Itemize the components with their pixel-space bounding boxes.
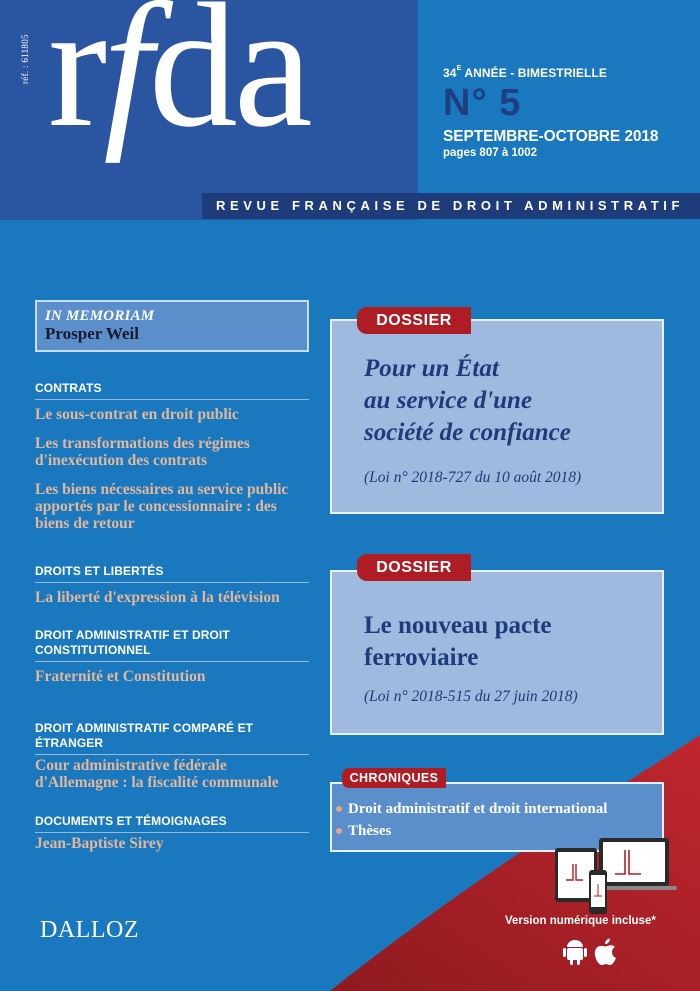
bullet-icon — [336, 806, 342, 812]
apple-icon — [595, 939, 616, 966]
chroniques-item — [336, 798, 607, 820]
toc-item: Le sous-contrat en droit public — [35, 406, 239, 423]
issue-year — [443, 66, 658, 80]
masthead — [0, 0, 418, 220]
logo-f: f — [103, 0, 149, 164]
logo-da: da — [148, 0, 309, 164]
toc-item: Jean-Baptiste Sirey — [35, 835, 164, 852]
memoriam-label: IN MEMORIAM — [45, 308, 155, 324]
issue-pages: pages 807 à 1002 — [443, 147, 537, 159]
platform-icons — [563, 937, 623, 967]
digital-version-label: Version numérique incluse* — [505, 915, 656, 927]
year-suffix: E — [456, 65, 462, 72]
issue-period: SEPTEMBRE-OCTOBRE 2018 — [443, 128, 659, 145]
year-text: ANNÉE - BIMESTRIELLE — [461, 66, 608, 80]
logo-r: r — [48, 0, 104, 164]
issue-info — [443, 66, 658, 159]
toc-section-droit-constitutionnel — [35, 628, 309, 685]
publisher-logo: DALLOZ — [40, 917, 139, 943]
chroniques-list — [336, 798, 607, 842]
toc-item: La liberté d'expression à la télévision — [35, 589, 280, 606]
dossier-title-line: au service d'une — [364, 387, 533, 414]
chroniques-item-label: Droit administratif et droit international — [348, 801, 608, 817]
toc-divider — [35, 661, 309, 662]
toc-section-contrats — [35, 381, 309, 532]
android-icon — [563, 940, 587, 965]
year-number: 34 — [443, 66, 457, 80]
dossier-law: (Loi n° 2018-727 du 10 août 2018) — [364, 469, 582, 486]
bullet-icon — [336, 828, 342, 834]
dossier-title-line: ferroviaire — [364, 644, 479, 671]
devices-illustration-icon — [555, 838, 677, 916]
dossier-box-1 — [330, 319, 664, 514]
toc-section-droit-compare — [35, 721, 309, 791]
dossier-tag: DOSSIER — [357, 554, 471, 581]
toc-heading: DROIT ADMINISTRATIF ET DROIT CONSTITUTIONNEL — [35, 628, 230, 657]
toc-item: Les biens nécessaires au service public apportés par le concessionnaire : des biens de retour — [35, 481, 289, 532]
toc-divider — [35, 754, 309, 755]
dossier-box-2 — [330, 570, 664, 735]
reference-number: réf. : 611805 — [20, 34, 30, 84]
toc-item: Cour administrative fédérale d'Allemagne : la fiscalité communale — [35, 757, 279, 791]
toc-section-documents — [35, 814, 309, 852]
dossier-tag: DOSSIER — [357, 307, 471, 334]
chroniques-tag: CHRONIQUES — [342, 768, 446, 788]
toc-heading: DROIT ADMINISTRATIF COMPARÉ ET ÉTRANGER — [35, 721, 254, 750]
issue-number: N° 5 — [443, 82, 522, 124]
toc-item: Fraternité et Constitution — [35, 668, 206, 685]
journal-subtitle: REVUE FRANÇAISE DE DROIT ADMINISTRATIF — [202, 193, 700, 219]
toc-heading: CONTRATS — [35, 381, 309, 400]
toc-section-droits-libertes — [35, 564, 309, 606]
memoriam-name: Prosper Weil — [45, 324, 139, 343]
dossier-law: (Loi n° 2018-515 du 27 juin 2018) — [364, 688, 578, 705]
rfda-logo — [48, 0, 309, 164]
toc-item: Les transformations des régimes d'inexécution des contrats — [35, 435, 250, 469]
toc-heading: DOCUMENTS ET TÉMOIGNAGES — [35, 814, 309, 833]
dossier-title-line: société de confiance — [364, 419, 571, 446]
chroniques-item-label: Thèses — [348, 823, 392, 839]
in-memoriam-box — [35, 300, 309, 352]
dossier-title-line: Le nouveau pacte — [364, 612, 552, 639]
dossier-title-line: Pour un État — [364, 355, 499, 382]
toc-heading: DROITS ET LIBERTÉS — [35, 564, 309, 583]
